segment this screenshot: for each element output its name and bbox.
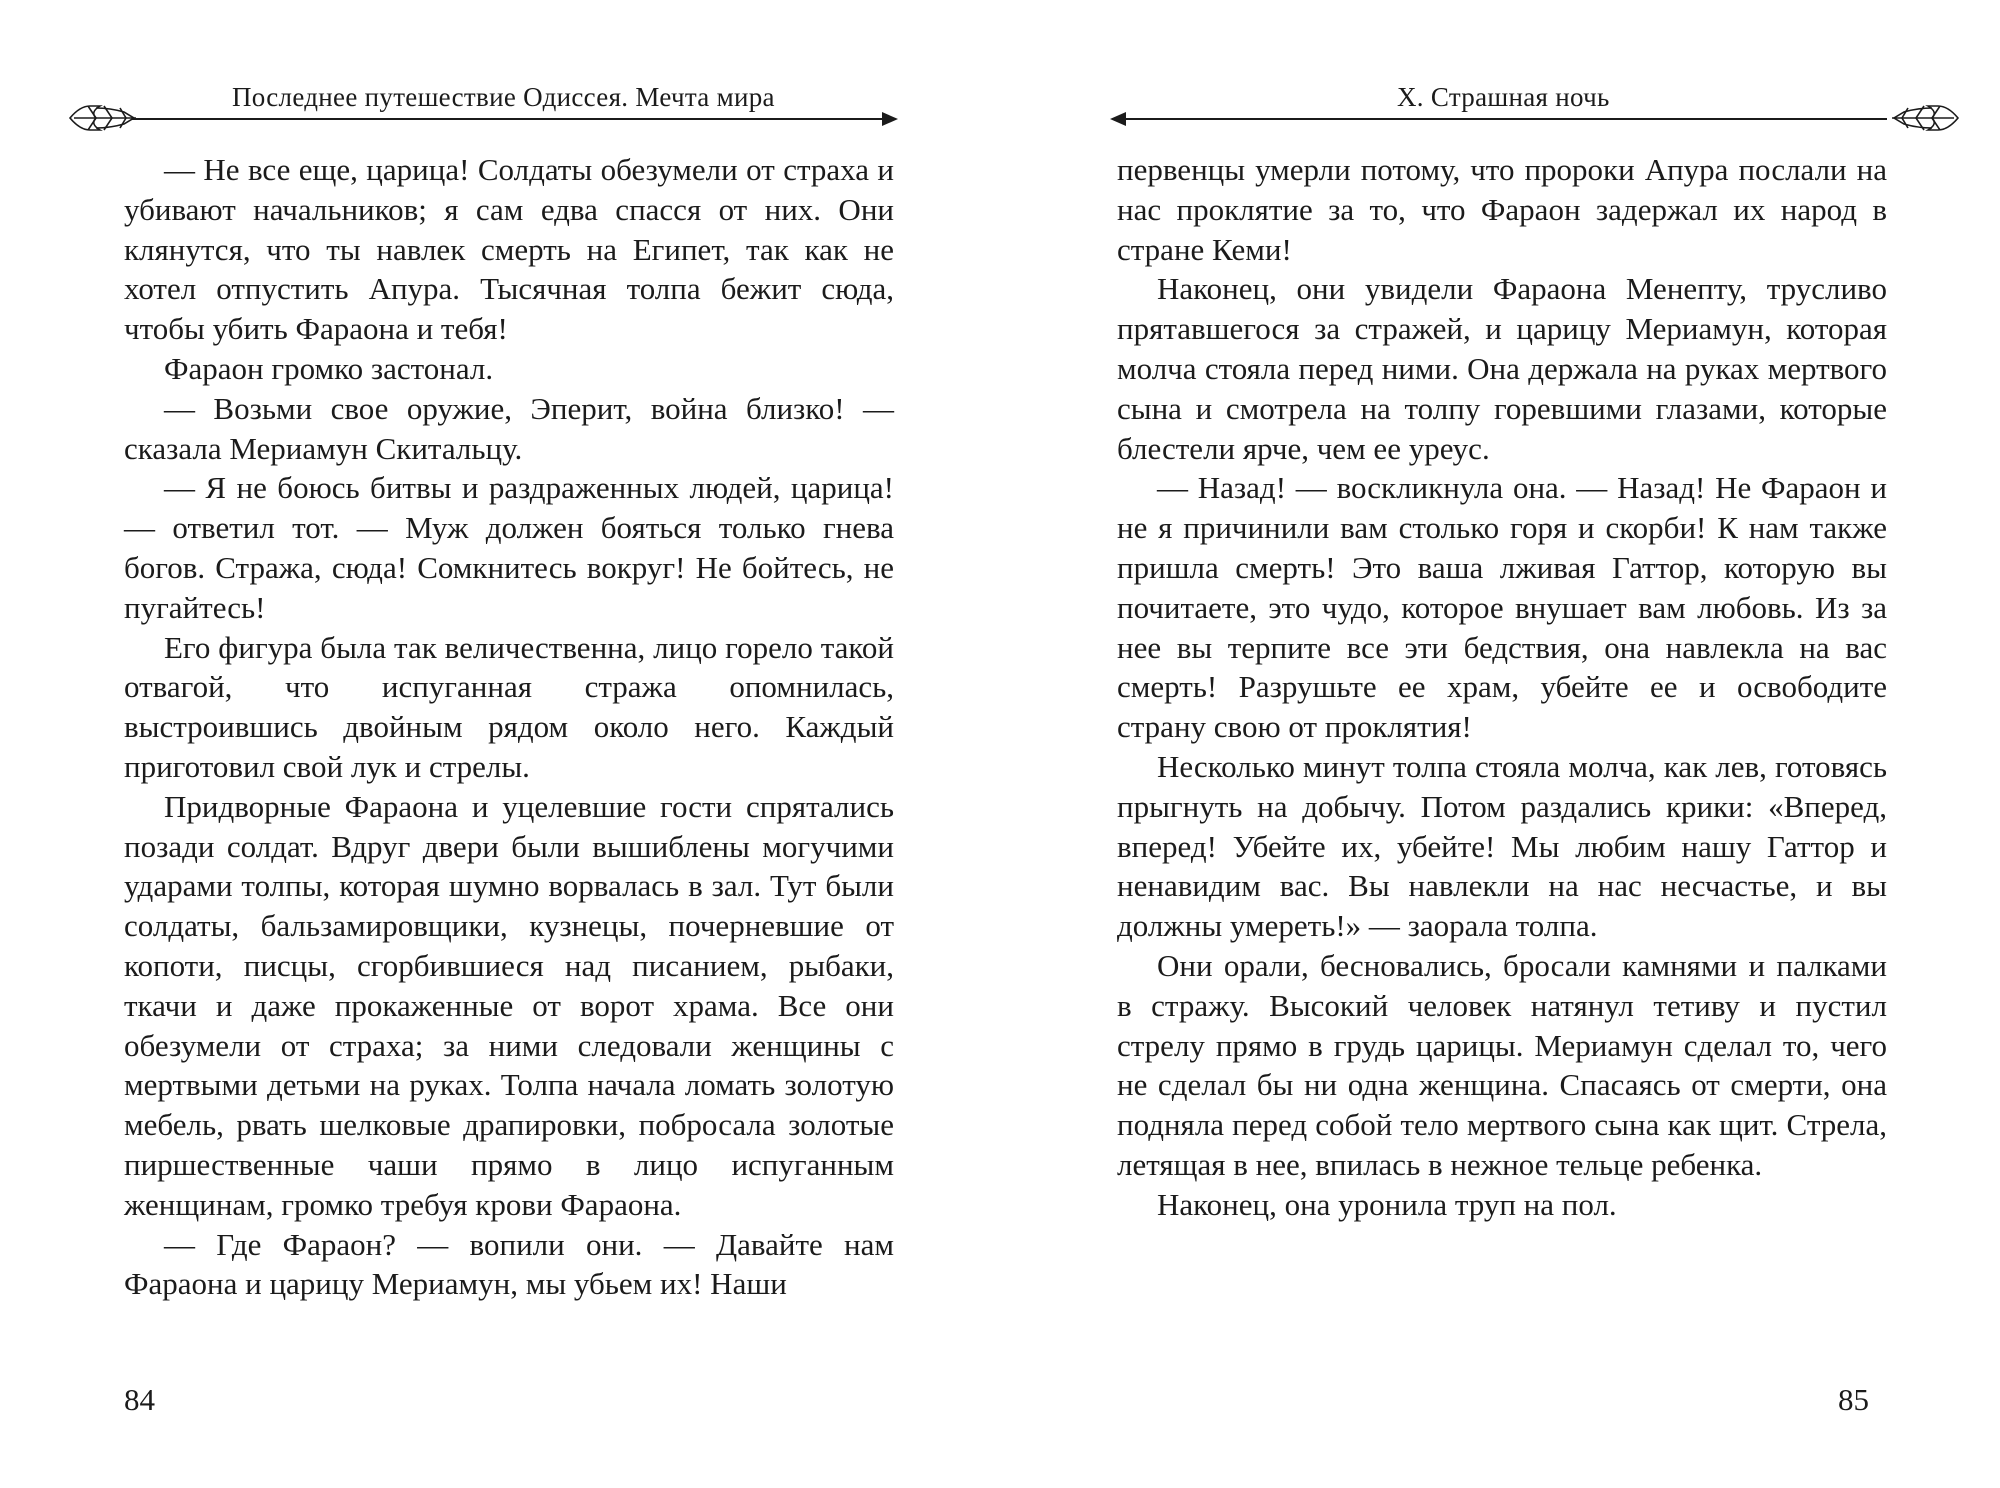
running-head: Последнее путешествие Одиссея. Мечта мира <box>232 82 775 112</box>
paragraph: Несколько минут толпа стояла молча, как лев, готовясь прыгнуть на добычу. Потом раздались крики: «Вперед, вперед! Убейте их, убейте! Мы любим нашу Гаттор и ненавидим вас. Вы навлекли на нас несчастье, и вы должны умереть!» — заорала толпа. <box>1117 748 1887 944</box>
running-head: X. Страшная ночь <box>1397 82 1610 112</box>
arrow-rule <box>132 118 884 120</box>
page-number: 85 <box>1838 1382 1869 1417</box>
arrow-head-icon <box>882 112 898 126</box>
paragraph: Наконец, они увидели Фараона Менепту, трусливо прятавшегося за стражей, и царицу Мериамун, которая молча стояла перед ними. Она держала на руках мертвого сына и смотрела на толпу горевшими глазами, которые блестели ярче, чем ее уреус. <box>1117 271 1887 466</box>
page-number: 84 <box>124 1382 155 1417</box>
right-page <box>1000 0 2000 1488</box>
paragraph: Его фигура была так величественна, лицо горело такой отвагой, что испуганная стража опомнилась, выстроившись двойным рядом около него. Каждый приготовил свой лук и стрелы. <box>124 629 894 784</box>
paragraph: — Где Фараон? — вопили они. — Давайте нам Фараона и царицу Мериамун, мы убьем их! Наши <box>124 1226 894 1302</box>
paragraph: — Назад! — воскликнула она. — Назад! Не Фараон и не я причинили вам столько горя и скорби! К нам также пришла смерть! Это ваша лживая Гаттор, которую вы почитаете, это чудо, которое внушает вам любовь. Из за нее вы терпите все эти бедствия, она навлекла на вас смерть! Разрушьте ее храм, убейте ее и освободите страну свою от проклятия! <box>1117 470 1887 745</box>
paragraph: Фараон громко застонал. <box>164 350 494 386</box>
arrow-fletching-icon <box>66 98 138 138</box>
paragraph: первенцы умерли потому, что пророки Апура послали на нас проклятие за то, что Фараон задержал их народ в стране Кеми! <box>1117 152 1887 267</box>
body-text <box>124 150 894 1304</box>
paragraph: — Не все еще, царица! Солдаты обезумели от страха и убивают начальников; я сам едва спасся от них. Они клянутся, что ты навлек смерть на Египет, так как не хотел отпустить Апура. Тысячная толпа бежит сюда, чтобы убить Фараона и тебя! <box>124 152 894 347</box>
arrow-rule <box>1125 118 1887 120</box>
paragraph: — Я не боюсь битвы и раздраженных людей, царица! — ответил тот. — Муж должен бояться только гнева богов. Стража, сюда! Сомкнитесь вокруг! Не бойтесь, не пугайтесь! <box>124 470 894 625</box>
paragraph: — Возьми свое оружие, Эперит, война близко! — сказала Мериамун Скитальцу. <box>124 390 894 466</box>
arrow-head-icon <box>1110 112 1126 126</box>
arrow-fletching-icon <box>1890 98 1962 138</box>
paragraph: Они орали, бесновались, бросали камнями и палками в стражу. Высокий человек натянул тетиву и пустил стрелу прямо в грудь царицы. Мериамун сделал то, чего не сделал бы ни одна женщина. Спасаясь от смерти, она подняла перед собой тело мертвого сына как щит. Стрела, летящая в нее, впилась в нежное тельце ребенка. <box>1117 947 1887 1182</box>
paragraph: Наконец, она уронила труп на пол. <box>1157 1186 1617 1222</box>
body-text <box>1117 150 1887 1225</box>
paragraph: Придворные Фараона и уцелевшие гости спрятались позади солдат. Вдруг двери были вышиблены могучими ударами толпы, которая шумно ворвалась в зал. Тут были солдаты, бальзамировщики, кузнецы, почерневшие от копоти, писцы, сгорбившиеся над писанием, рыбаки, ткачи и даже прокаженные от ворот храма. Все они обезумели от страха; за ними следовали женщины с мертвыми детьми на руках. Толпа начала ломать золотую мебель, рвать шелковые драпировки, побросала золотые пиршественные чаши прямо в лицо испуганным женщинам, громко требуя крови Фараона. <box>124 788 894 1222</box>
